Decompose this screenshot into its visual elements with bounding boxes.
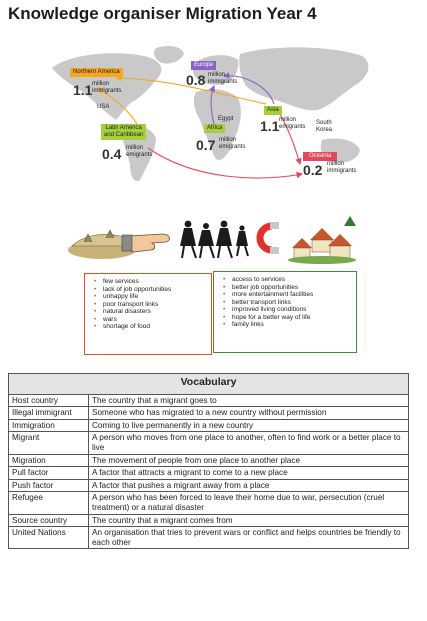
vocab-definition: The country that a migrant comes from (89, 514, 409, 527)
walking-people-icon (180, 221, 248, 258)
table-row (9, 419, 409, 432)
vocab-term: Migrant (9, 432, 89, 454)
vocab-definition: Someone who has migrated to a new country without permission (89, 407, 409, 420)
town-icon (288, 216, 356, 264)
asia-label: Asia (264, 106, 282, 115)
europe-value: 0.8 (186, 72, 206, 88)
vocab-term: Push factor (9, 479, 89, 492)
latin-america-unit-2: emigrants (126, 152, 153, 158)
latin-america-unit-1: million (126, 145, 144, 151)
vocab-term: Refugee (9, 492, 89, 514)
oceania-label: Oceania (303, 152, 337, 161)
push-factor-item: • wars (103, 316, 211, 324)
asia-unit-1: million (279, 117, 297, 123)
northern-america-unit-2: immigrants (92, 88, 122, 94)
africa-value: 0.7 (196, 137, 216, 153)
push-factor-item: • poor transport links (103, 301, 211, 309)
push-factor-item: • few services (103, 278, 211, 286)
page-title: Knowledge organiser Migration Year 4 (8, 4, 317, 23)
country-egypt: Egypt (218, 116, 234, 122)
vocab-term: Pull factor (9, 467, 89, 480)
push-factor-item: • lack of job opportunities (103, 286, 211, 294)
vocab-term: Host country (9, 394, 89, 407)
northern-america-label: Northern America (70, 68, 123, 77)
africa-unit-1: million (219, 137, 237, 143)
europe-label: Europe (191, 61, 216, 70)
europe-unit-2: immigrants (208, 79, 238, 85)
pointing-hand-icon (122, 234, 169, 252)
push-factor-item: • shortage of food (103, 323, 211, 331)
table-row (9, 514, 409, 527)
vocabulary-table (8, 373, 409, 549)
table-row (9, 407, 409, 420)
table-row (9, 492, 409, 514)
pull-factor-item: • better job opportunities (232, 284, 356, 292)
vocab-term: Source country (9, 514, 89, 527)
europe-unit-1: million (208, 72, 226, 78)
vocab-definition: A person who has been forced to leave their home due to war, persecution (cruel treatment) or a natural disaster (89, 492, 409, 514)
vocab-term: Immigration (9, 419, 89, 432)
migration-illustration (66, 212, 362, 266)
oceania-unit-1: million (327, 161, 345, 167)
africa-label: Africa (204, 124, 225, 133)
latin-america-label (101, 124, 146, 140)
vocab-definition: Coming to live permanently in a new country (89, 419, 409, 432)
oceania-unit-2: immigrants (327, 168, 357, 174)
vocab-term: Illegal immigrant (9, 407, 89, 420)
table-row (9, 527, 409, 549)
table-row (9, 467, 409, 480)
table-row (9, 432, 409, 454)
vocab-definition: A factor that attracts a migrant to come to a new place (89, 467, 409, 480)
pull-factor-item: • improved living conditions (232, 306, 356, 314)
country-south-korea-2: Korea (316, 127, 333, 133)
pull-factor-item: • family links (232, 321, 356, 329)
vocab-term: United Nations (9, 527, 89, 549)
table-row (9, 479, 409, 492)
pull-factors-list (213, 271, 357, 353)
latin-america-value: 0.4 (102, 146, 122, 162)
vocab-term: Migration (9, 454, 89, 467)
asia-shape (239, 47, 368, 110)
latin-america-label-1: Latin America (105, 125, 142, 131)
pull-factor-item: • access to services (232, 276, 356, 284)
oceania-value: 0.2 (303, 162, 323, 178)
pull-factor-item: • better transport links (232, 299, 356, 307)
vocab-definition: The movement of people from one place to another place (89, 454, 409, 467)
latin-america-label-2: and Caribbean (104, 132, 144, 138)
magnet-icon (260, 222, 279, 254)
africa-unit-2: emigrants (219, 144, 246, 150)
greenland-shape (154, 46, 184, 64)
vocab-definition: An organisation that tries to prevent wars or conflict and helps countries be friendly to each other (89, 527, 409, 549)
northern-america-value: 1.1 (73, 82, 93, 98)
vocab-definition: The country that a migrant goes to (89, 394, 409, 407)
asia-value: 1.1 (260, 118, 280, 134)
push-factors-list (84, 273, 212, 355)
vocab-definition: A factor that pushes a migrant away from a place (89, 479, 409, 492)
vocabulary-heading: Vocabulary (9, 374, 409, 395)
asia-unit-2: emigrants (279, 124, 306, 130)
vocab-definition: A person who moves from one place to another, often to find work or a better place to live (89, 432, 409, 454)
pull-factor-item: • hope for a better way of life (232, 314, 356, 322)
table-row (9, 394, 409, 407)
table-row (9, 454, 409, 467)
push-factor-item: • natural disasters (103, 308, 211, 316)
pull-factor-item: • more entertainment facilities (232, 291, 356, 299)
country-south-korea-1: South (316, 120, 332, 126)
country-usa: USA (97, 104, 110, 110)
northern-america-unit-1: million (92, 81, 110, 87)
push-factor-item: • unhappy life (103, 293, 211, 301)
